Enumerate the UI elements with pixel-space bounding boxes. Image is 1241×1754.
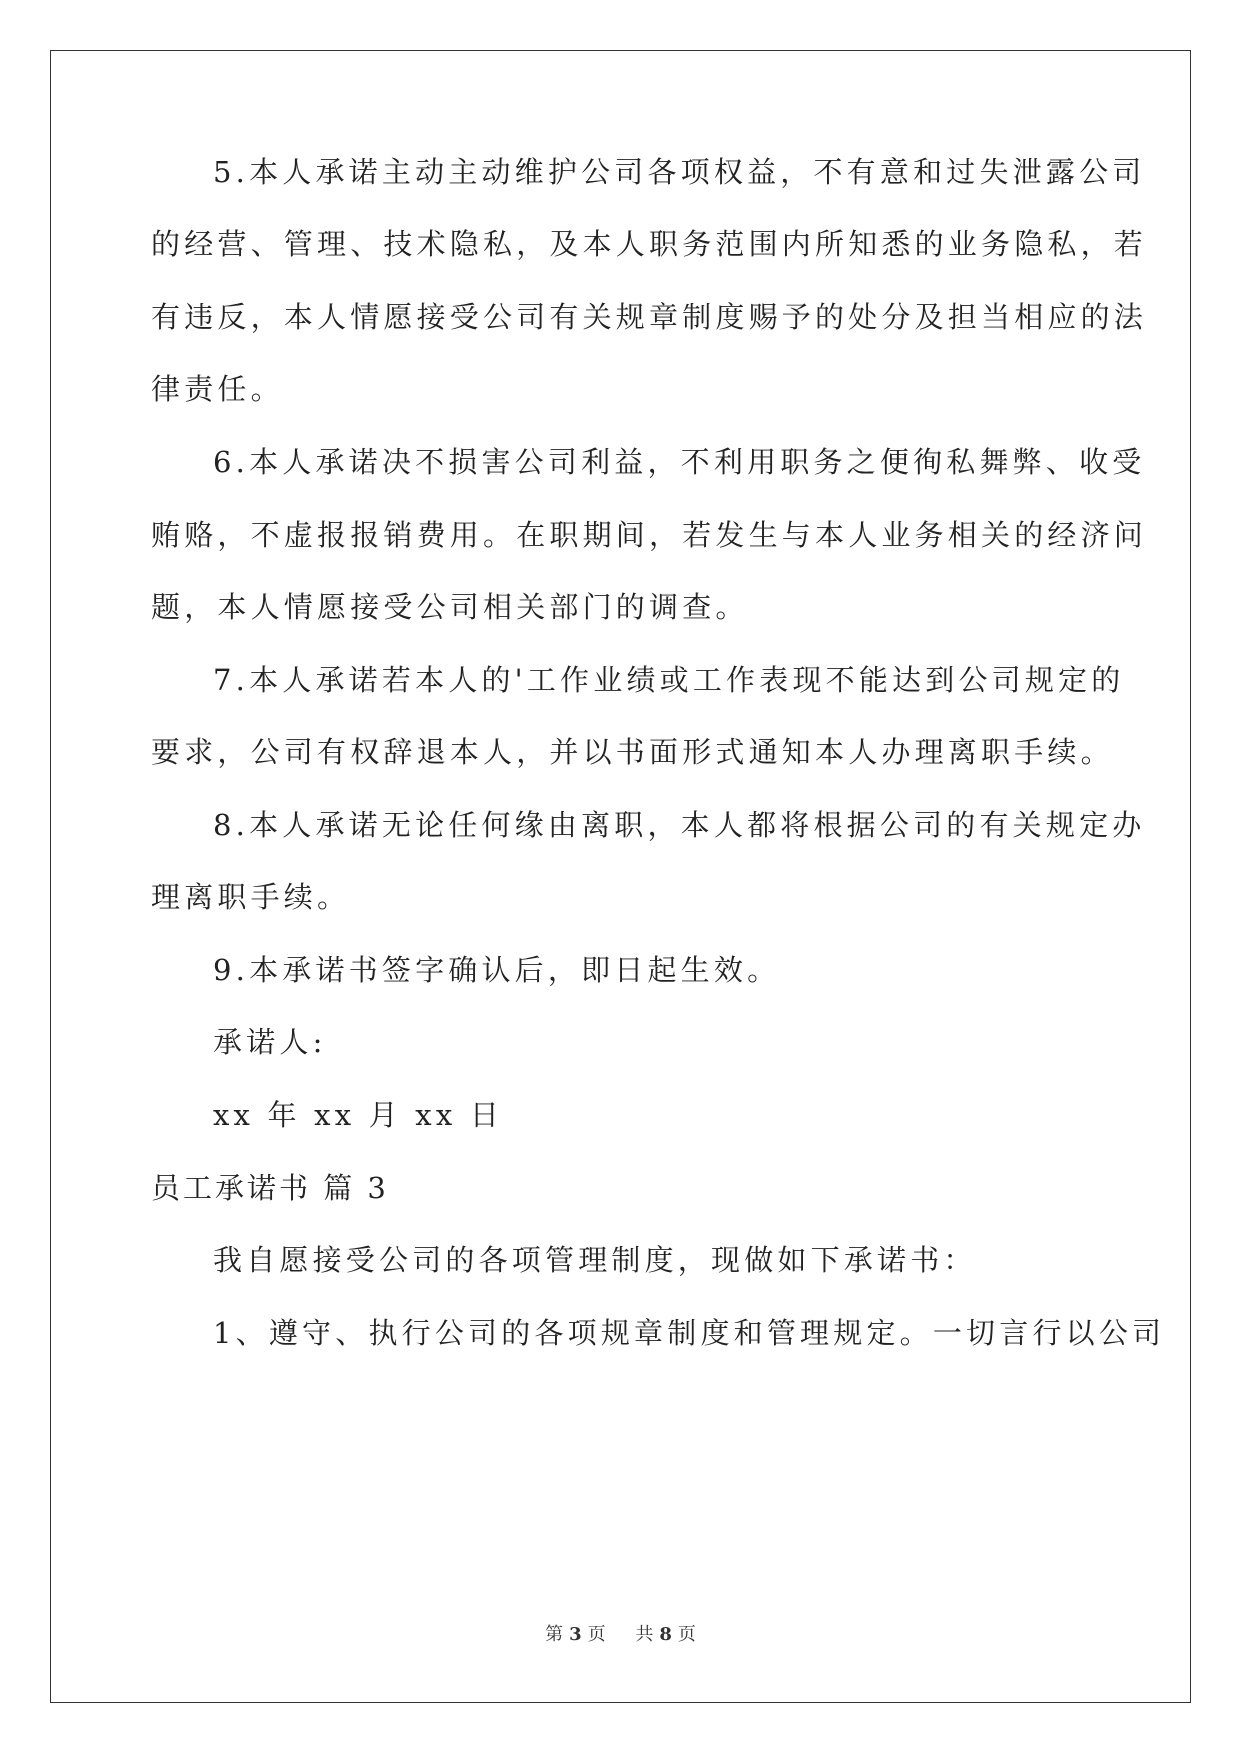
- paragraph-5-line-1: 5.本人承诺主动主动维护公司各项权益，不有意和过失泄露公司: [213, 155, 1146, 189]
- paragraph-6-line-1: 6.本人承诺决不损害公司利益，不利用职务之便徇私舞弊、收受: [213, 445, 1146, 479]
- paragraph-7-line-1: 7.本人承诺若本人的'工作业绩或工作表现不能达到公司规定的: [213, 663, 1125, 697]
- total-prefix: 共: [635, 1624, 654, 1645]
- total-suffix: 页: [677, 1624, 696, 1645]
- paragraph-8-line-1: 8.本人承诺无论任何缘由离职，本人都将根据公司的有关规定办: [213, 808, 1146, 842]
- page-prefix: 第: [545, 1624, 564, 1645]
- paragraph-9: 9.本承诺书签字确认后，即日起生效。: [213, 953, 781, 987]
- total-pages: 8: [659, 1624, 672, 1645]
- paragraph-5-line-2: 的经营、管理、技术隐私，及本人职务范围内所知悉的业务隐私，若: [151, 227, 1148, 261]
- paragraph-5-line-4: 律责任。: [151, 372, 284, 406]
- page-indicator: [539, 1624, 612, 1645]
- total-indicator: [629, 1624, 702, 1645]
- intro-paragraph: 我自愿接受公司的各项管理制度，现做如下承诺书：: [213, 1243, 977, 1277]
- paragraph-6-line-3: 题，本人情愿接受公司相关部门的调查。: [151, 590, 749, 624]
- date-line: xx 年 xx 月 xx 日: [213, 1098, 504, 1132]
- section-heading: 员工承诺书 篇 3: [151, 1171, 389, 1205]
- page-number: 3: [569, 1624, 582, 1645]
- page-suffix: 页: [587, 1624, 606, 1645]
- item-1-line-1: 1、遵守、执行公司的各项规章制度和管理规定。一切言行以公司: [213, 1316, 1166, 1350]
- paragraph-8-line-2: 理离职手续。: [151, 880, 351, 914]
- page-footer: [0, 1620, 1241, 1646]
- paragraph-7-line-2: 要求，公司有权辞退本人，并以书面形式通知本人办理离职手续。: [151, 735, 1114, 769]
- paragraph-6-line-2: 贿赂，不虚报报销费用。在职期间，若发生与本人业务相关的经济问: [151, 518, 1148, 552]
- signatory-label: 承诺人:: [213, 1025, 327, 1059]
- paragraph-5-line-3: 有违反，本人情愿接受公司有关规章制度赐予的处分及担当相应的法: [151, 300, 1148, 334]
